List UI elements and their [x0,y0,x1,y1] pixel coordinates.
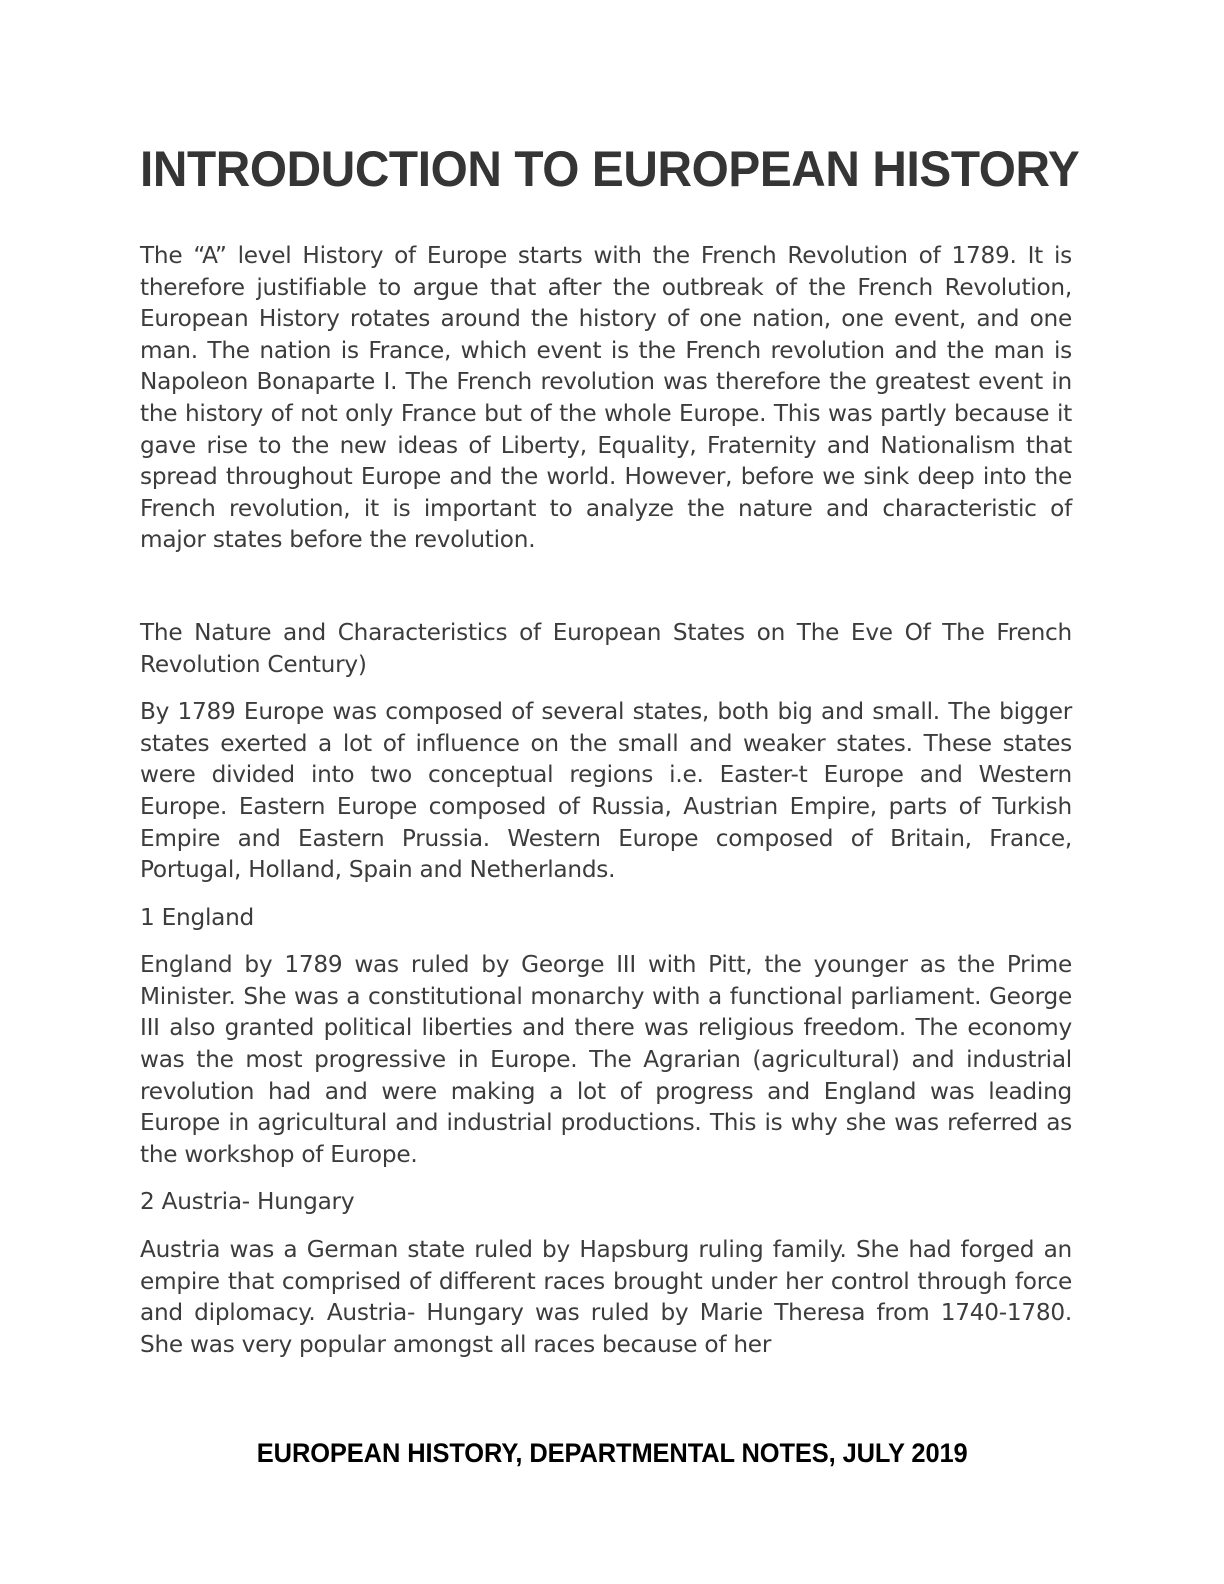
heading-1-england: 1 England [140,903,255,931]
footer-text: EUROPEAN HISTORY, DEPARTMENTAL NOTES, JULY 2019 [256,1438,968,1468]
paragraph-states-overview: By 1789 Europe was composed of several states, both big and small. The bigger states exerted a lot of influence on the small and weaker states. These states were divided into two conceptual regions i.e. Easter-t Europe and Western Europe. Eastern Europe composed of Russia, Austrian Empire, parts of Turkish Empire and Eastern Prussia. Western Europe composed of Britain, France, Portugal, Holland, Spain and Netherlands. [140,698,1072,884]
paragraph-intro: The “A” level History of Europe starts with the French Revolution of 1789. It is therefore justifiable to argue that after the outbreak of the French Revolution, European History rotates around the history of one nation, one event, and one man. The nation is France, which event is the French revolution and the man is Napoleon Bonaparte I. The French revolution was therefore the greatest event in the history of not only France but of the whole Europe. This was partly because it gave rise to the new ideas of Liberty, Equality, Fraternity and Nationalism that spread throughout Europe and the world. However, before we sink deep into the French revolution, it is important to analyze the nature and characteristic of major states before the revolution. [140,242,1072,554]
paragraph-england: England by 1789 was ruled by George III with Pitt, the younger as the Prime Minister. She was a constitutional monarchy with a functional parliament. George III also granted political liberties and there was religious freedom. The economy was the most progressive in Europe. The Agrarian (agricultural) and industrial revolution had and were making a lot of progress and England was leading Europe in agricultural and industrial productions. This is why she was referred as the workshop of Europe. [140,951,1072,1168]
page-title: INTRODUCTION TO EUROPEAN HISTORY [140,141,1080,197]
paragraph-austria-hungary: Austria was a German state ruled by Hapsburg ruling family. She had forged an empire that comprised of different races brought under her control through force and diplomacy. Austria- Hungary was ruled by Marie Theresa from 1740-1780. She was very popular amongst all races because of her [140,1236,1072,1358]
page-footer [0,1437,1224,1469]
heading-2-austria-hungary: 2 Austria- Hungary [140,1188,355,1216]
document-body [140,0,1080,1360]
section-heading-nature-characteristics: The Nature and Characteristics of European States on The Eve Of The French Revolution Century) [140,618,1072,678]
